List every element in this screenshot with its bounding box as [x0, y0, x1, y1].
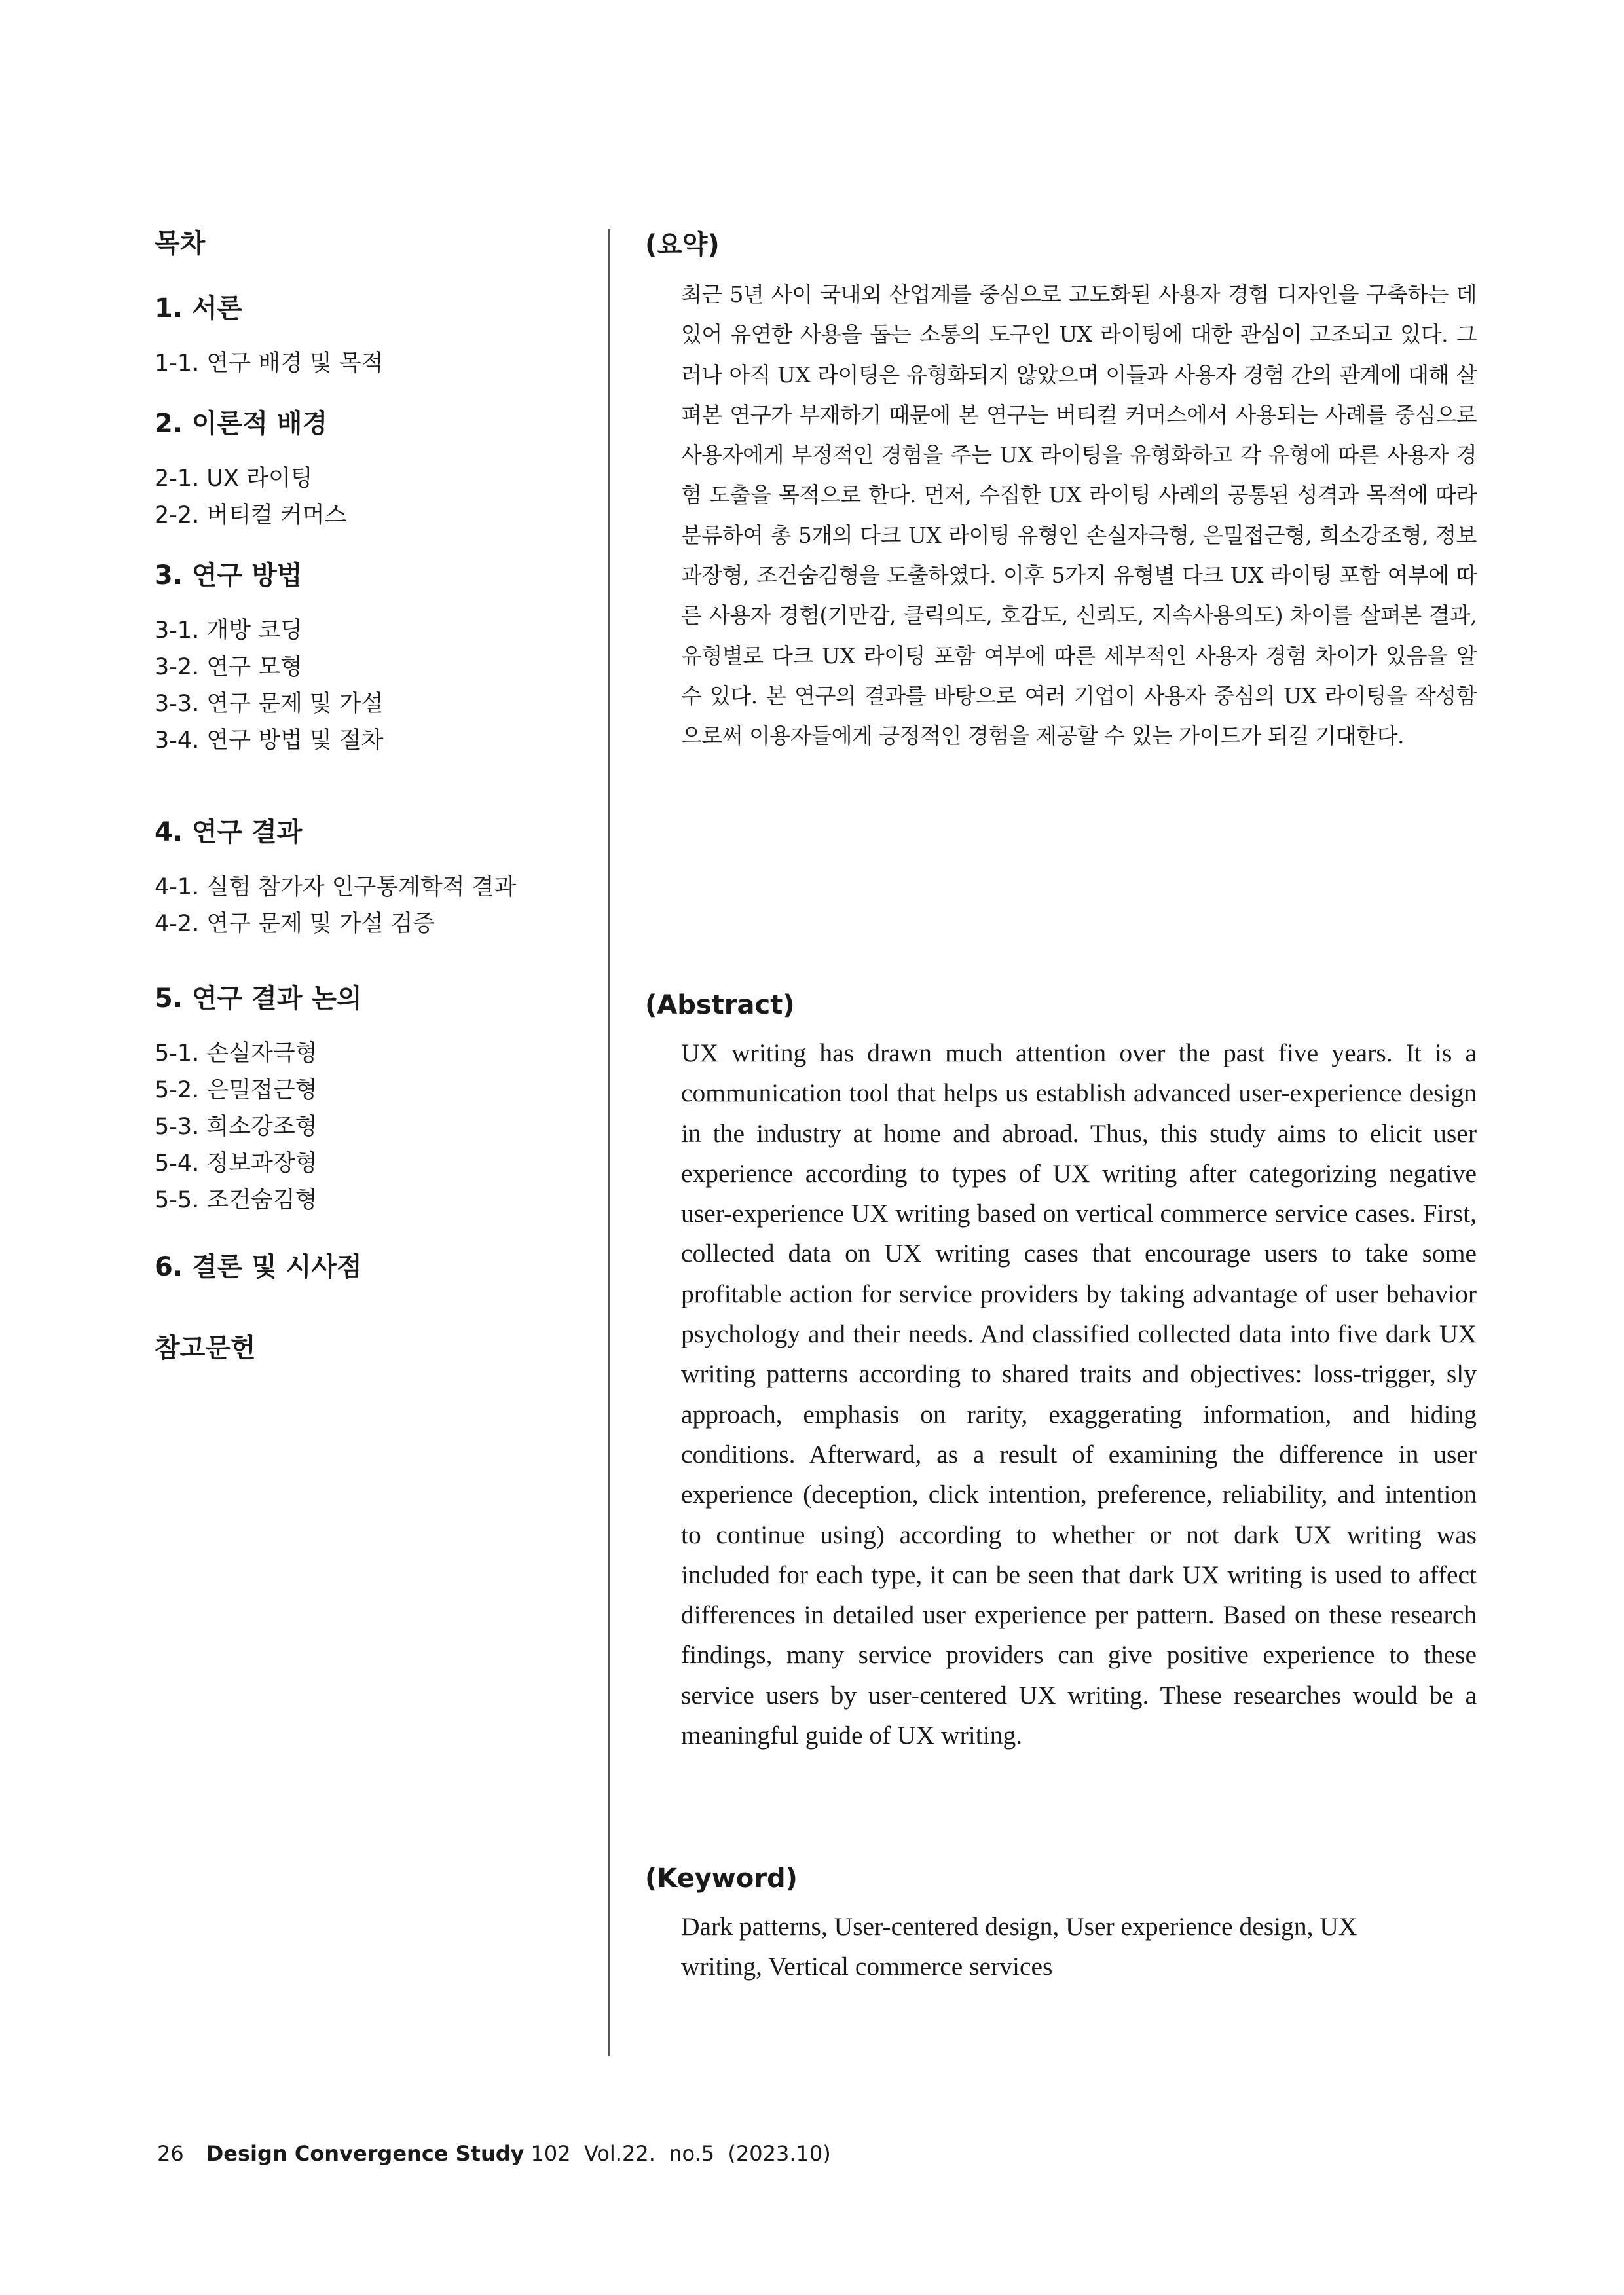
toc-heading: 6. 결론 및 시사점	[155, 1252, 362, 1282]
toc-section-references	[155, 1329, 574, 1368]
summary-label: (요약)	[645, 230, 720, 260]
abstract-label: (Abstract)	[645, 990, 795, 1020]
journal-name: Design Convergence Study	[206, 2141, 525, 2166]
toc-heading: 참고문헌	[155, 1333, 256, 1363]
column-divider	[608, 229, 610, 2056]
toc-section-2	[155, 404, 574, 534]
toc-heading: 4. 연구 결과	[155, 817, 303, 847]
toc-item: 5-5. 조건숨김형	[155, 1187, 318, 1213]
toc-item: 3-2. 연구 모형	[155, 654, 303, 680]
toc-item: 3-3. 연구 문제 및 가설	[155, 691, 384, 717]
abstract-text: UX writing has drawn much attention over the past five years. It is a communication tool that helps us establish advanced user-experience design in the industry at home and abroad. Thus, this study aims to elicit user experience according to types of UX writing after categorizing negative user-experience UX writing based on vertical commerce service cases. First, collected data on UX writing cases that encourage users to take some profitable action for service providers by taking advantage of user behavior psychology and their needs. And classified collected data into five dark UX writing patterns according to shared traits and objectives: loss-trigger, sly approach, emphasis on rarity, exaggerating information, and hiding conditions. Afterward, as a result of examining the difference in user experience (deception, click intention, preference, reliability, and intention to continue using) according to whether or not dark UX writing was included for each type, it can be seen that dark UX writing is used to affect differences in detailed user experience per pattern. Based on these research findings, many service providers can give positive experience to these service users by user-centered UX writing. These researches would be a meaningful guide of UX writing.	[681, 1038, 1477, 1750]
toc-item: 5-4. 정보과장형	[155, 1150, 318, 1177]
toc-heading: 5. 연구 결과 논의	[155, 983, 362, 1014]
toc-item: 4-1. 실험 참가자 인구통계학적 결과	[155, 874, 517, 900]
toc-heading: 3. 연구 방법	[155, 560, 303, 591]
abstract-section	[645, 990, 1480, 1755]
table-of-contents	[155, 223, 574, 1385]
page-number: 26	[157, 2141, 184, 2166]
toc-section-4	[155, 813, 574, 942]
page-footer	[157, 2141, 831, 2166]
toc-section-1	[155, 289, 574, 382]
keyword-line: writing, Vertical commerce services	[681, 1952, 1053, 1981]
toc-section-3	[155, 556, 574, 759]
issue-info: 102 Vol.22. no.5 (2023.10)	[530, 2141, 831, 2166]
keyword-line: Dark patterns, User-centered design, User experience design, UX	[681, 1912, 1357, 1941]
toc-item: 5-1. 손실자극형	[155, 1040, 318, 1067]
keyword-text	[681, 1907, 1477, 1987]
keyword-label: (Keyword)	[645, 1864, 798, 1894]
summary-text: 최근 5년 사이 국내외 산업계를 중심으로 고도화된 사용자 경험 디자인을 구축하는 데 있어 유연한 사용을 돕는 소통의 도구인 UX 라이팅에 대한 관심이 고조되고 있다. 그러나 아직 UX 라이팅은 유형화되지 않았으며 이들과 사용자 경험 간의 관계에 대해 살펴본 연구가 부재하기 때문에 본 연구는 버티컬 커머스에서 사용되는 사례를 중심으로 사용자에게 부정적인 경험을 주는 UX 라이팅을 유형화하고 각 유형에 따른 사용자 경험 도출을 목적으로 한다. 먼저, 수집한 UX 라이팅 사례의 공통된 성격과 목적에 따라 분류하여 총 5개의 다크 UX 라이팅 유형인 손실자극형, 은밀접근형, 희소강조형, 정보과장형, 조건숨김형을 도출하였다. 이후 5가지 유형별 다크 UX 라이팅 포함 여부에 따른 사용자 경험(기만감, 클릭의도, 호감도, 신뢰도, 지속사용의도) 차이를 살펴본 결과, 유형별로 다크 UX 라이팅 포함 여부에 따른 세부적인 사용자 경험 차이가 있음을 알 수 있다. 본 연구의 결과를 바탕으로 여러 기업이 사용자 중심의 UX 라이팅을 작성함으로써 이용자들에게 긍정적인 경험을 제공할 수 있는 가이드가 되길 기대한다.	[681, 282, 1477, 749]
toc-item: 3-1. 개방 코딩	[155, 617, 303, 644]
toc-item: 5-2. 은밀접근형	[155, 1077, 318, 1103]
toc-item: 3-4. 연구 방법 및 절차	[155, 727, 384, 754]
toc-item: 4-2. 연구 문제 및 가설 검증	[155, 911, 435, 937]
toc-item: 2-1. UX 라이팅	[155, 466, 313, 492]
toc-section-6	[155, 1247, 574, 1287]
toc-item: 2-2. 버티컬 커머스	[155, 502, 347, 528]
toc-section-5	[155, 979, 574, 1219]
summary-section	[645, 224, 1480, 756]
toc-heading: 2. 이론적 배경	[155, 409, 328, 439]
toc-title: 목차	[155, 229, 206, 259]
keyword-section	[645, 1864, 1480, 1987]
toc-heading: 1. 서론	[155, 293, 243, 323]
toc-item: 1-1. 연구 배경 및 목적	[155, 350, 384, 376]
toc-item: 5-3. 희소강조형	[155, 1114, 318, 1140]
